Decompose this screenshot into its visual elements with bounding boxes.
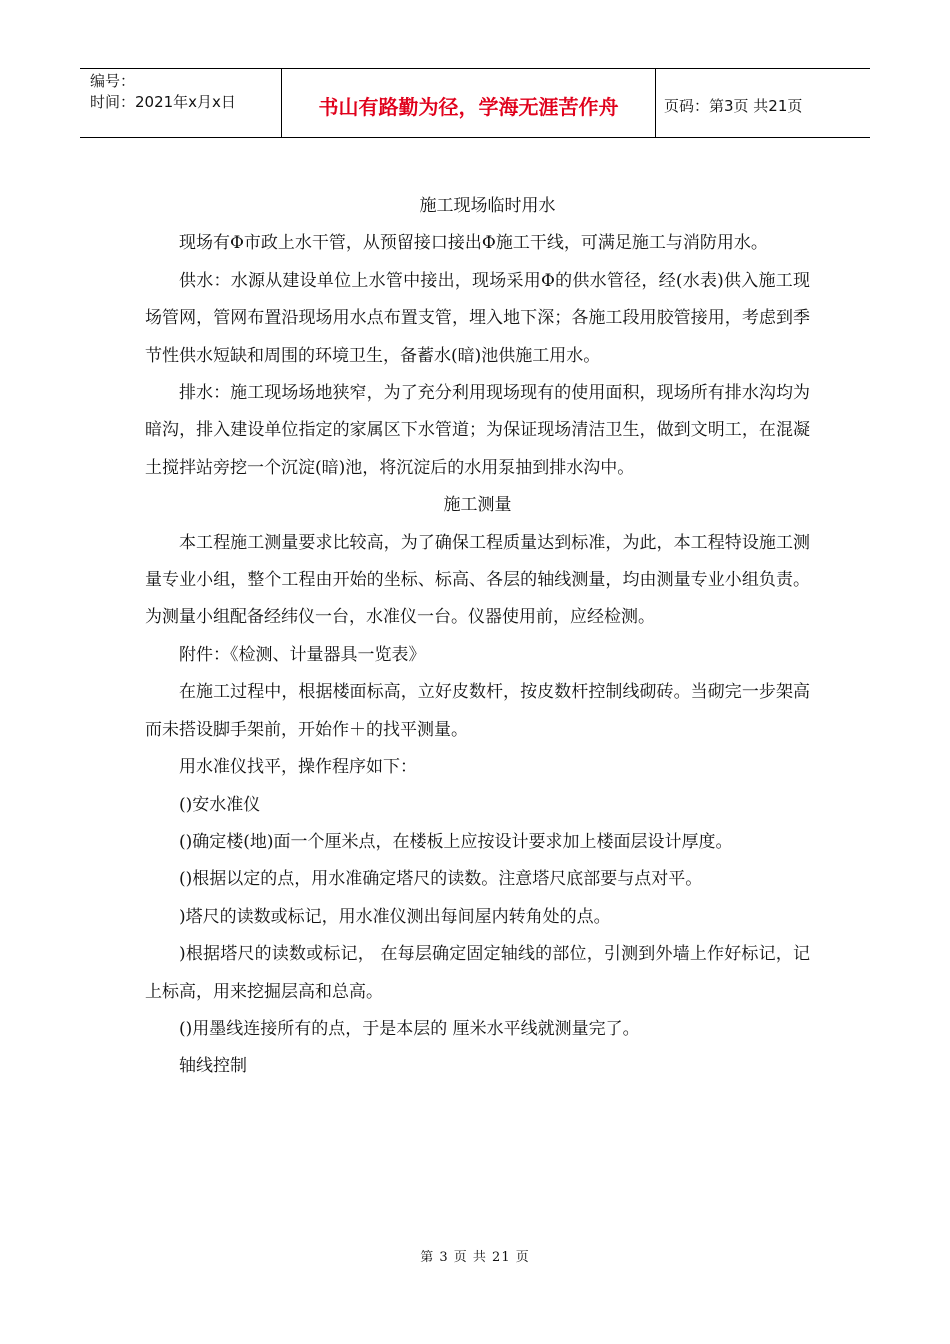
- number-label: 编号：: [90, 72, 136, 90]
- paragraph: 轴线控制: [179, 1056, 247, 1077]
- page-header: [80, 68, 870, 138]
- list-item: ()用墨线连接所有的点，于是本层的 厘米水平线就测量完了。: [179, 1018, 640, 1039]
- list-item: ()根据以定的点，用水准确定塔尺的读数。注意塔尺底部要与点对平。: [179, 869, 703, 890]
- paragraph: 排水：施工现场场地狭窄，为了充分利用现场现有的使用面积，现场所有排水沟均为暗沟，排入建设单位指定的家属区下水管道；为保证现场清洁卫生，做到文明工，在混凝土搅拌站旁挖一个沉淀(暗)池，将沉淀后的水用泵抽到排水沟中。: [145, 383, 810, 478]
- list-item: )塔尺的读数或标记，用水准仪测出每间屋内转角处的点。: [179, 906, 611, 927]
- list-item: ()确定楼(地)面一个厘米点，在楼板上应按设计要求加上楼面层设计厚度。: [179, 831, 733, 852]
- motto-text: 书山有路勤为径，学海无涯苦作舟: [318, 94, 619, 119]
- paragraph: 本工程施工测量要求比较高，为了确保工程质量达到标准，为此，本工程特设施工测量专业小组，整个工程由开始的坐标、标高、各层的轴线测量，均由测量专业小组负责。为测量小组配备经纬仪一台，水准仪一台。仪器使用前，应经检测。: [145, 532, 810, 628]
- document-body: [145, 188, 810, 1086]
- time-label: 时间：2021年x月x日: [90, 93, 236, 111]
- paragraph: 用水准仪找平，操作程序如下：: [179, 757, 417, 778]
- paragraph: 供水：水源从建设单位上水管中接出，现场采用Φ的供水管径，经(水表)供入施工现场管网，管网布置沿现场用水点布置支管，埋入地下深；各施工段用胶管接用，考虑到季节性供水短缺和周围的环境卫生，备蓄水(暗)池供施工用水。: [145, 270, 810, 366]
- list-item: )根据塔尺的读数或标记， 在每层确定固定轴线的部位，引测到外墙上作好标记，记上标高，用来挖掘层高和总高。: [145, 944, 810, 1002]
- header-motto: [282, 69, 656, 137]
- section-title-survey: 施工测量: [443, 495, 512, 516]
- list-item: ()安水准仪: [179, 794, 261, 815]
- paragraph: 现场有Φ市政上水干管，从预留接口接出Φ施工干线，可满足施工与消防用水。: [179, 233, 768, 254]
- header-meta: [80, 69, 282, 137]
- header-page-info: [656, 69, 870, 137]
- section-title-water: 施工现场临时用水: [419, 196, 556, 216]
- page-footer: 第 3 页 共 21 页: [420, 1250, 530, 1265]
- paragraph: 在施工过程中，根据楼面标高，立好皮数杆，按皮数杆控制线砌砖。当砌完一步架高而未搭设脚手架前，开始作＋的找平测量。: [145, 682, 810, 740]
- page-info-text: 页码：第3页 共21页: [664, 96, 803, 115]
- paragraph: 附件：《检测、计量器具一览表》: [179, 644, 426, 665]
